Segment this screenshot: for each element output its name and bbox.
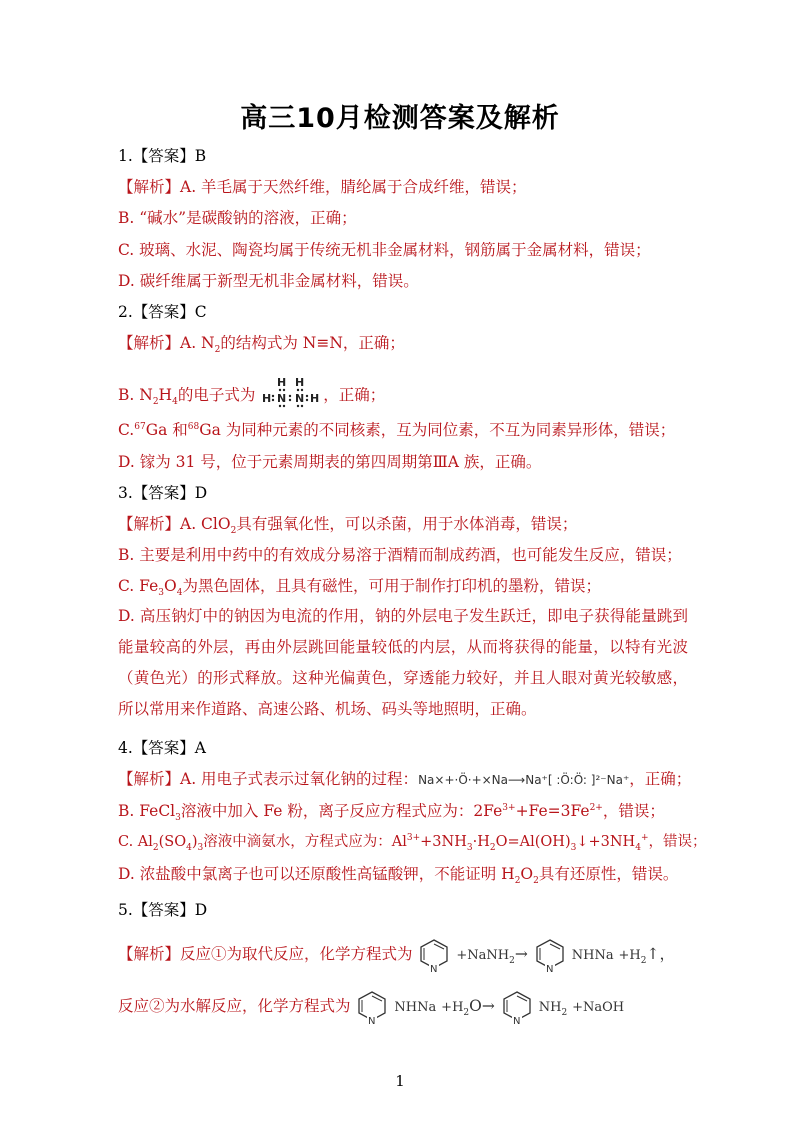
aminopyridine-na-structure-2 xyxy=(355,989,389,1025)
q4-analysis-a xyxy=(118,769,691,790)
q4-c-s9: + xyxy=(640,833,649,844)
q5-b-sub1: 2 xyxy=(463,1008,470,1019)
q4-d-part3: 具有还原性，错误。 xyxy=(538,865,679,883)
q4-c-p5: +3NH xyxy=(420,834,467,850)
aminopyridine-na-n-atom: N xyxy=(368,1016,376,1027)
q5-a-part2: +NaNH xyxy=(456,948,510,963)
h-left: H xyxy=(262,392,272,405)
q3-analysis-d: D. 高压钠灯中的钠因为电流的作用，钠的外层电子发生跃迁，即电子获得能量跳到能量较高的外层，再由外层跳回能量较低的内层，从而将获得的能量，以特有光波（黄色光）的形式释放。这种光偏黄色，穿透能力较好，并且人眼对黄光较敏感，所以常用来作道路、高速公路、机场、码头等地照明，正确。 xyxy=(118,607,688,718)
q2-analysis-d: D. 镓为 31 号，位于元素周期表的第四周期第ⅢA 族，正确。 xyxy=(118,453,542,471)
h-right: H xyxy=(310,392,320,405)
q4-b-part2: 溶液中加入 Fe 粉，离子反应方程式应为：2Fe xyxy=(180,802,503,820)
q3-analysis-c xyxy=(118,576,601,599)
h-top-left: H xyxy=(277,376,287,389)
q3-analysis-b: B. 主要是利用中药中的有效成分易溶于酒精而制成药酒，也可能发生反应，错误； xyxy=(118,546,682,564)
q4-analysis-c xyxy=(118,832,706,852)
q1-analysis-b: B. “碱水”是碳酸钠的溶液，正确； xyxy=(118,209,357,227)
page-number: 1 xyxy=(395,1072,405,1090)
q4-c-s7: 3 xyxy=(570,842,577,853)
q4-b-sub: 3 xyxy=(175,813,181,824)
q2-b-part4: ，正确； xyxy=(323,386,386,404)
q2-a-part1: 【解析】A. N xyxy=(118,334,215,352)
q2-a-part2: 的结构式为 N≡N，正确； xyxy=(220,334,405,352)
q5-a-part5: ↑， xyxy=(646,945,675,963)
q2-c-part3: Ga 为同种元素的不同核素，互为同位素，不互为同素异形体，错误； xyxy=(199,421,676,439)
q1-analysis-c: C. 玻璃、水泥、陶瓷均属于传统无机非金属材料，钢筋属于金属材料，错误； xyxy=(118,241,651,259)
q4-b-part4: ，错误； xyxy=(602,802,665,820)
q5-b-part2: NHNa xyxy=(394,1000,437,1015)
q5-a-arrow: → xyxy=(514,945,528,963)
n-left: N xyxy=(277,392,287,405)
q4-analysis-b xyxy=(118,801,665,824)
q4-c-p7: O=Al(OH) xyxy=(495,834,571,850)
q5-b-part5: NH xyxy=(538,1000,562,1015)
q4-c-s5: 3 xyxy=(466,842,473,853)
q4-c-p1: C. Al xyxy=(118,834,153,850)
aminopyridine-structure xyxy=(500,989,534,1025)
q5-a-part4: +H xyxy=(618,948,641,963)
q4-a-part1: 【解析】A. 用电子式表示过氧化钠的过程： xyxy=(118,770,419,788)
q5-analysis-a xyxy=(118,936,675,974)
q3-c-sub1: 3 xyxy=(158,588,164,599)
q4-d-part2: O xyxy=(520,865,534,883)
q2-analysis-c xyxy=(118,420,675,440)
q4-c-p8: ↓+3NH xyxy=(576,834,636,850)
q2-answer: 2.【答案】C xyxy=(118,303,207,321)
q4-a-part2: ，正确； xyxy=(629,770,692,788)
n-right: N xyxy=(295,392,305,405)
q4-c-s4: 3+ xyxy=(406,833,421,844)
q4-b-part3: +Fe=3Fe xyxy=(515,802,590,820)
q3-c-part2: O xyxy=(163,577,177,595)
q2-c-part2: Ga 和 xyxy=(145,421,188,439)
q4-c-p9: ，错误； xyxy=(648,834,707,850)
q5-a-part3: NHNa xyxy=(571,948,614,963)
aminopyridine-n-atom: N xyxy=(545,964,554,975)
q2-c-part1: C. xyxy=(118,421,135,439)
q1-analysis-a: 【解析】A. 羊毛属于天然纤维，腈纶属于合成纤维，错误； xyxy=(118,178,527,196)
q2-b-sub2: 4 xyxy=(172,397,178,408)
q1-answer: 1.【答案】B xyxy=(118,147,207,165)
q5-b-part4: O→ xyxy=(469,997,495,1015)
aminopyridine-ring-n-atom: N xyxy=(512,1016,521,1027)
q2-b-part1: B. N xyxy=(118,386,153,404)
q4-d-sub2: 2 xyxy=(533,876,539,887)
q2-analysis-b xyxy=(118,376,385,416)
q1-analysis-d: D. 碳纤维属于新型无机非金属材料，错误。 xyxy=(118,272,419,290)
q5-b-part3: +H xyxy=(441,1000,464,1015)
q3-c-sub2: 4 xyxy=(176,588,183,599)
q4-c-p4: 溶液中滴氨水，方程式应为：Al xyxy=(203,834,407,850)
q2-c-sup1: 67 xyxy=(134,421,146,432)
q5-a-sub1: 2 xyxy=(509,956,515,967)
q3-analysis-a xyxy=(118,514,578,537)
q2-c-sup2: 68 xyxy=(187,421,200,432)
q2-b-part3: 的电子式为 xyxy=(177,386,256,404)
h-top-right: H xyxy=(295,376,305,389)
q4-analysis-d xyxy=(118,864,679,887)
q3-c-part1: C. Fe xyxy=(118,577,159,595)
q2-b-part2: H xyxy=(158,386,173,404)
q2-b-sub1: 2 xyxy=(152,397,159,408)
q5-a-part1: 【解析】反应①为取代反应，化学方程式为 xyxy=(118,945,413,963)
q4-c-s3: 3 xyxy=(197,842,204,853)
q3-a-part2: 具有强氧化性，可以杀菌，用于水体消毒，错误； xyxy=(236,515,578,533)
q3-a-part1: 【解析】A. ClO xyxy=(118,515,231,533)
q4-b-sup1: 3+ xyxy=(502,802,516,813)
q5-analysis-b xyxy=(118,988,624,1026)
q4-c-p6: ·H xyxy=(472,834,490,850)
pyridine-n-atom: N xyxy=(430,964,438,975)
q4-b-part1: B. FeCl xyxy=(118,802,176,820)
q2-a-sub: 2 xyxy=(214,345,221,356)
q5-b-sub2: 2 xyxy=(561,1008,568,1019)
q4-c-p2: (SO xyxy=(158,834,187,850)
q5-answer: 5.【答案】D xyxy=(118,901,208,919)
pyridine-structure xyxy=(417,937,451,973)
q5-a-sub2: 2 xyxy=(640,956,647,967)
hydrazine-electron-formula xyxy=(260,376,318,416)
q4-c-s8: 4 xyxy=(635,842,641,853)
q4-c-s6: 2 xyxy=(489,842,496,853)
aminopyridine-na-structure xyxy=(533,937,567,973)
page-title: 高三10月检测答案及解析 xyxy=(240,103,560,134)
q5-b-part6: +NaOH xyxy=(572,1000,625,1015)
q4-answer: 4.【答案】A xyxy=(118,739,206,757)
q4-d-sub1: 2 xyxy=(514,876,521,887)
q5-b-part1: 反应②为水解反应，化学方程式为 xyxy=(118,997,351,1015)
na2o2-electron-formula: Na×+·Ö·+×Na⟶Na⁺[ :Ö:Ö: ]²⁻Na⁺ xyxy=(418,773,630,787)
q3-a-sub: 2 xyxy=(230,526,237,537)
q4-d-part1: D. 浓盐酸中氯离子也可以还原酸性高锰酸钾，不能证明 H xyxy=(118,865,515,883)
q4-c-s1: 2 xyxy=(152,842,159,853)
q4-b-sup2: 2+ xyxy=(589,802,603,813)
q4-c-p3: ) xyxy=(191,834,198,850)
q2-analysis-a xyxy=(118,333,405,356)
q3-c-part3: 为黑色固体，且具有磁性，可用于制作打印机的墨粉，错误； xyxy=(182,577,601,595)
q4-c-s2: 4 xyxy=(186,842,192,853)
q3-answer: 3.【答案】D xyxy=(118,484,208,502)
